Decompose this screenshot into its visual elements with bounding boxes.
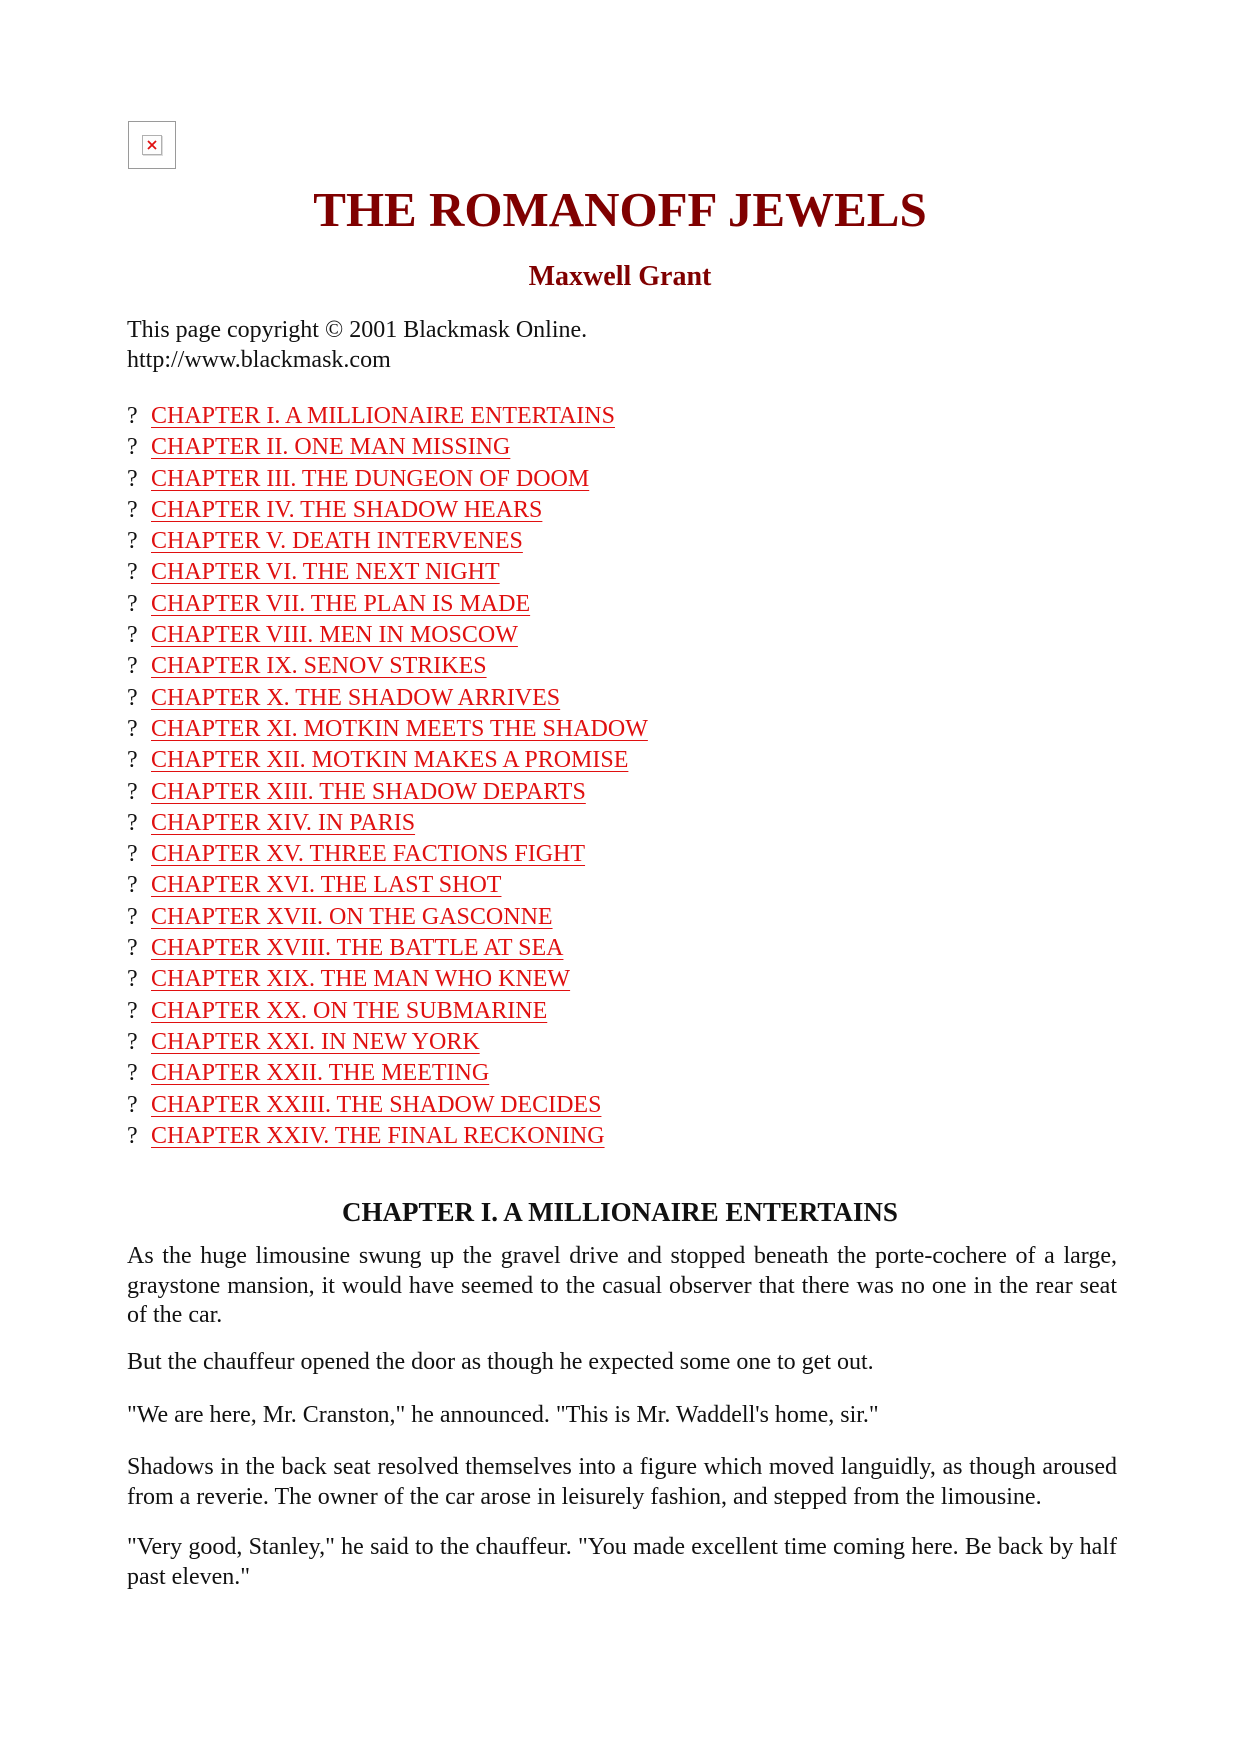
toc-item xyxy=(127,651,648,682)
toc-link-chapter-23[interactable]: CHAPTER XXIII. THE SHADOW DECIDES xyxy=(151,1091,602,1118)
toc-item xyxy=(127,902,648,933)
toc-item xyxy=(127,777,648,808)
toc-bullet: ? xyxy=(127,653,138,680)
toc-link-chapter-10[interactable]: CHAPTER X. THE SHADOW ARRIVES xyxy=(151,684,561,711)
toc-link-chapter-8[interactable]: CHAPTER VIII. MEN IN MOSCOW xyxy=(151,622,518,649)
toc-bullet: ? xyxy=(127,841,138,868)
toc-bullet: ? xyxy=(127,1122,138,1149)
toc-link-chapter-21[interactable]: CHAPTER XXI. IN NEW YORK xyxy=(151,1028,480,1055)
broken-image-icon xyxy=(142,135,162,155)
toc-link-chapter-13[interactable]: CHAPTER XIII. THE SHADOW DEPARTS xyxy=(151,778,586,805)
toc-bullet: ? xyxy=(127,778,138,805)
toc-link-chapter-2[interactable]: CHAPTER II. ONE MAN MISSING xyxy=(151,434,511,461)
toc-bullet: ? xyxy=(127,403,138,429)
toc-item xyxy=(127,464,648,495)
toc-item xyxy=(127,870,648,901)
chapter-heading: CHAPTER I. A MILLIONAIRE ENTERTAINS xyxy=(342,1197,898,1227)
toc-item xyxy=(127,1058,648,1089)
toc-link-chapter-4[interactable]: CHAPTER IV. THE SHADOW HEARS xyxy=(151,496,543,523)
table-of-contents xyxy=(127,401,648,1152)
broken-image-placeholder xyxy=(128,121,176,169)
toc-bullet: ? xyxy=(127,1060,138,1087)
toc-link-chapter-7[interactable]: CHAPTER VII. THE PLAN IS MADE xyxy=(151,590,531,617)
copyright-url: http://www.blackmask.com xyxy=(127,347,391,373)
toc-bullet: ? xyxy=(127,622,138,649)
toc-bullet: ? xyxy=(127,1028,138,1055)
toc-item xyxy=(127,432,648,463)
toc-bullet: ? xyxy=(127,935,138,962)
toc-link-chapter-3[interactable]: CHAPTER III. THE DUNGEON OF DOOM xyxy=(151,465,590,492)
toc-link-chapter-5[interactable]: CHAPTER V. DEATH INTERVENES xyxy=(151,528,523,555)
toc-link-chapter-20[interactable]: CHAPTER XX. ON THE SUBMARINE xyxy=(151,997,548,1024)
toc-link-chapter-6[interactable]: CHAPTER VI. THE NEXT NIGHT xyxy=(151,559,500,586)
toc-bullet: ? xyxy=(127,903,138,930)
toc-link-chapter-18[interactable]: CHAPTER XVIII. THE BATTLE AT SEA xyxy=(151,935,564,962)
toc-link-chapter-19[interactable]: CHAPTER XIX. THE MAN WHO KNEW xyxy=(151,966,571,993)
toc-item xyxy=(127,495,648,526)
toc-item xyxy=(127,589,648,620)
toc-bullet: ? xyxy=(127,1091,138,1118)
toc-link-chapter-22[interactable]: CHAPTER XXII. THE MEETING xyxy=(151,1060,490,1087)
toc-bullet: ? xyxy=(127,997,138,1024)
toc-item xyxy=(127,996,648,1027)
toc-bullet: ? xyxy=(127,747,138,774)
toc-item xyxy=(127,1121,648,1152)
toc-bullet: ? xyxy=(127,872,138,899)
toc-item xyxy=(127,808,648,839)
book-title: THE ROMANOFF JEWELS xyxy=(313,182,927,237)
chapter-paragraph-1: As the huge limousine swung up the gravel drive and stopped beneath the porte-cochere of a large, graystone mansion, it would have seemed to the casual observer that there was no one in the rear seat of the car. xyxy=(127,1243,1117,1328)
toc-link-chapter-11[interactable]: CHAPTER XI. MOTKIN MEETS THE SHADOW xyxy=(151,715,648,742)
toc-bullet: ? xyxy=(127,528,138,555)
toc-bullet: ? xyxy=(127,966,138,993)
toc-bullet: ? xyxy=(127,715,138,742)
toc-item xyxy=(127,745,648,776)
toc-bullet: ? xyxy=(127,809,138,836)
copyright-notice xyxy=(127,315,587,375)
toc-item xyxy=(127,557,648,588)
toc-item xyxy=(127,1027,648,1058)
toc-bullet: ? xyxy=(127,465,138,492)
toc-item xyxy=(127,683,648,714)
toc-link-chapter-24[interactable]: CHAPTER XXIV. THE FINAL RECKONING xyxy=(151,1122,605,1149)
chapter-paragraph-3: "We are here, Mr. Cranston," he announced. "This is Mr. Waddell's home, sir." xyxy=(127,1402,879,1428)
toc-bullet: ? xyxy=(127,559,138,586)
toc-bullet: ? xyxy=(127,434,138,461)
toc-bullet: ? xyxy=(127,684,138,711)
toc-link-chapter-14[interactable]: CHAPTER XIV. IN PARIS xyxy=(151,809,416,836)
book-author: Maxwell Grant xyxy=(528,261,712,292)
toc-bullet: ? xyxy=(127,590,138,617)
toc-item xyxy=(127,714,648,745)
toc-item xyxy=(127,1090,648,1121)
toc-link-chapter-12[interactable]: CHAPTER XII. MOTKIN MAKES A PROMISE xyxy=(151,747,629,774)
toc-item xyxy=(127,933,648,964)
toc-link-chapter-9[interactable]: CHAPTER IX. SENOV STRIKES xyxy=(151,653,487,680)
toc-item xyxy=(127,839,648,870)
toc-link-chapter-16[interactable]: CHAPTER XVI. THE LAST SHOT xyxy=(151,872,502,899)
toc-item xyxy=(127,401,648,432)
toc-link-chapter-1[interactable]: CHAPTER I. A MILLIONAIRE ENTERTAINS xyxy=(151,403,615,429)
toc-item xyxy=(127,964,648,995)
toc-bullet: ? xyxy=(127,496,138,523)
toc-item xyxy=(127,620,648,651)
chapter-paragraph-2: But the chauffeur opened the door as though he expected some one to get out. xyxy=(127,1349,874,1375)
chapter-paragraph-5: "Very good, Stanley," he said to the chauffeur. "You made excellent time coming here. Be back by half past eleven." xyxy=(127,1534,1117,1590)
toc-item xyxy=(127,526,648,557)
chapter-paragraph-4: Shadows in the back seat resolved themselves into a figure which moved languidly, as though aroused from a reverie. The owner of the car arose in leisurely fashion, and stepped from the limousine. xyxy=(127,1454,1117,1510)
toc-link-chapter-17[interactable]: CHAPTER XVII. ON THE GASCONNE xyxy=(151,903,553,930)
copyright-line: This page copyright © 2001 Blackmask Online. xyxy=(127,317,588,343)
toc-link-chapter-15[interactable]: CHAPTER XV. THREE FACTIONS FIGHT xyxy=(151,841,586,868)
